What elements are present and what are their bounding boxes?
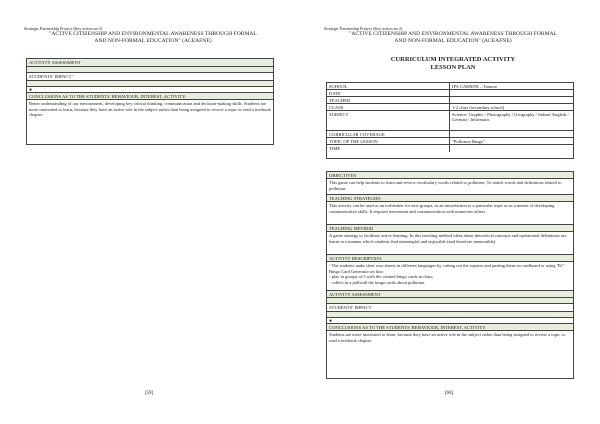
project-title-line1-right: "ACTIVE CITIZENSHIP AND ENVIRONMENTAL AWARENESS THROUGH FORMAL: [349, 31, 557, 37]
description-text: [327, 262, 573, 286]
project-subtitle: Strategic Partnership Project (Key action no 2): [24, 26, 103, 31]
bullet-row-right: ●: [327, 318, 573, 324]
lesson-title-line2: LESSON PLAN: [430, 64, 476, 71]
project-title-line2-right: AND NON-FORMAL EDUCATION" (ACEAFNE): [394, 37, 512, 44]
method-text: A game strategy to facilitate active learning. In this teaching method ideas about theoretical concepts and operational definitions are learnt in a manner which students find meaningful and enjoyable (and therefore memorable).: [329, 233, 567, 244]
impact-label: STUDENTS' IMPACT ": [29, 73, 75, 79]
assessment-row: [27, 59, 273, 67]
method-body: [327, 232, 573, 255]
page-number: [59]: [144, 391, 154, 396]
info-row-topic: TOPIC OF THE LESSON "Pollution Bingo": [327, 138, 573, 145]
strategies-body: [327, 202, 573, 225]
lesson-info-table: [326, 82, 574, 159]
description-body: [327, 262, 573, 291]
impact-row: [27, 73, 273, 81]
impact-row-right: STUDENTS' IMPACT: [327, 304, 573, 312]
info-row-subject: SUBJECT Science/ Graphic / Photography / Geography / Italian/ English / German / Informatic: [327, 111, 573, 131]
project-subtitle-right: Strategic Partnership Project (Key action no 2): [324, 26, 403, 31]
objectives-body: [327, 179, 573, 195]
right-page: [300, 0, 600, 424]
info-row-school: SCHOOL IPS CABRINI – Taranto: [327, 83, 573, 90]
page-number-right: [60]: [444, 391, 454, 396]
conclusions-text: Better understanding of our environment, developing key critical thinking, communication and decision-making skills. Students are more motivated to learn, because they have an active role in the subject rather than being assigned to review a topic or read a textbook chapter.: [29, 101, 271, 118]
conclusions-label: CONCLUSIONS AS TO THE STUDENTS' BEHAVIOUR, INTEREST, ACTIVITY:: [29, 93, 187, 99]
info-row-date: DATE: [327, 90, 573, 97]
info-row-teacher: TEACHER: [327, 97, 573, 104]
conclusions-body-right: [327, 331, 573, 368]
conclusions-row: [27, 100, 273, 142]
assessment-header: ACTIVITY ASSESSMENT: [327, 291, 573, 298]
objectives-text: This game can help students to learn and review vocabulary words related to pollution; To match words and definitions related to pollution.: [329, 180, 562, 191]
method-header: TEACHING METHOD: [327, 225, 573, 232]
description-header: ACTIVITY DESCRIPTION: [327, 255, 573, 262]
conclusions-header-right: CONCLUSIONS AS TO THE STUDENTS' BEHAVIOUR, INTEREST, ACTIVITY:: [327, 324, 573, 331]
conclusions-text-right: Students are more motivated to learn, because they have an active role in the subject rather than being assigned to review a topic or read a textbook chapter.: [329, 332, 566, 343]
description-line: - The students make their own sheets in different languages by cutting out the squares and pasting them on cardboard or using 'EC' Bingo Card Generator on line;: [329, 263, 565, 274]
description-line: - collect in a pollicall the bingo cards about pollution.: [329, 279, 426, 285]
description-line: - play in groups of 5 with the created bingo cards in class;: [329, 274, 434, 280]
strategies-text: This activity can be used as an icebreaker for new groups, as an introduction to a particular topic or as a means of developing communicative skills. It requires movement and communication with numerous others.: [329, 203, 555, 214]
strategies-header: TEACHING STRATEGIES: [327, 195, 573, 202]
lesson-details-table: [326, 171, 574, 379]
left-assessment-table: [26, 58, 274, 145]
assessment-label: ACTIVITY ASSESSMENT: [29, 59, 81, 65]
info-row-class: CLASS 1-2 class (secondary school): [327, 104, 573, 111]
project-title-line1: "ACTIVE CITIZENSHIP AND ENVIRONMENTAL AWARENESS THROUGH FORMAL: [49, 31, 257, 37]
project-title-line2: AND NON-FORMAL EDUCATION" (ACEAFNE): [94, 37, 212, 44]
objectives-header: OBJECTIVES: [327, 172, 573, 179]
lesson-title-line1: CURRICULUM INTEGRATED ACTIVITY: [390, 56, 516, 63]
bullet-mark: ●: [29, 87, 33, 93]
info-row-coverage: CURRICULAR COVERAGE: [327, 131, 573, 138]
conclusions-header-row: [27, 93, 273, 100]
info-row-time: TIME: [327, 145, 573, 152]
